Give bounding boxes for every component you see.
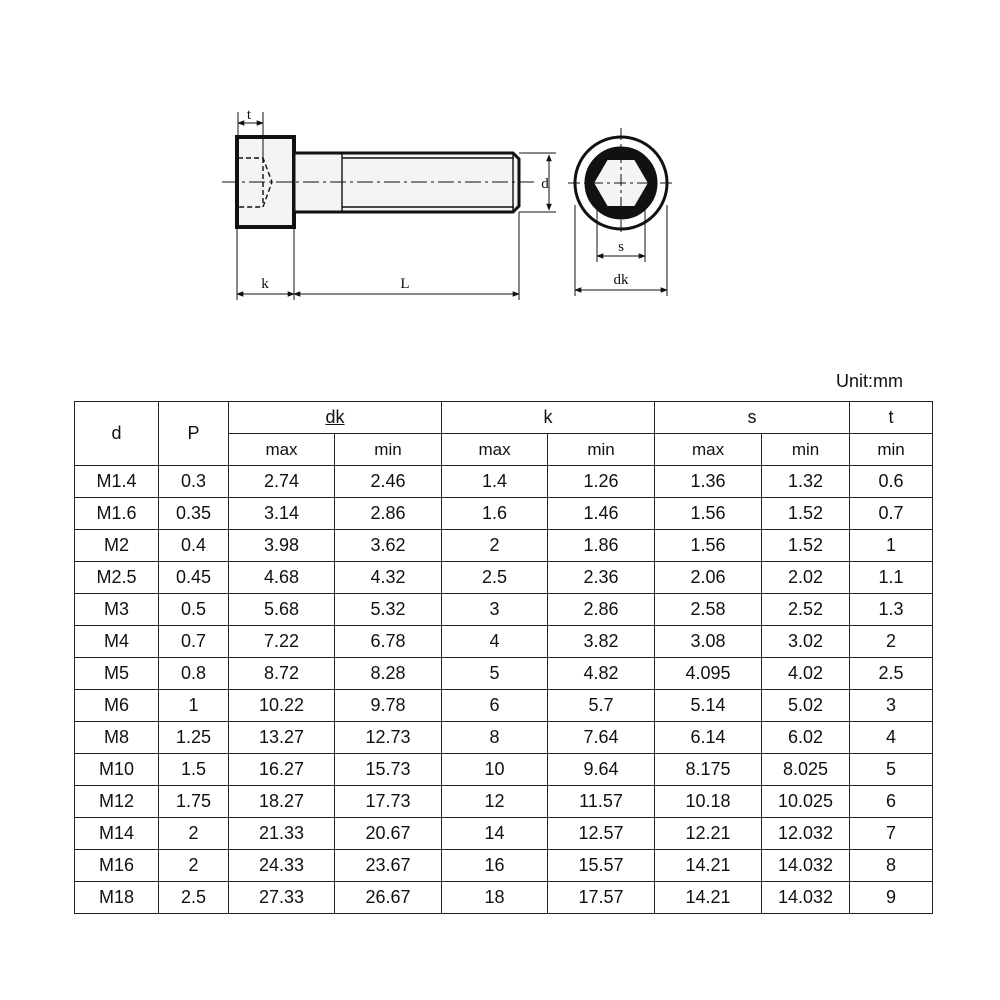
screw-dimension-table — [74, 401, 933, 914]
cell-P: 0.45 — [159, 562, 229, 594]
cell-d: M1.4 — [75, 466, 159, 498]
cell-s-min: 1.32 — [762, 466, 850, 498]
cell-dk-min: 2.46 — [335, 466, 442, 498]
cell-dk-max: 4.68 — [229, 562, 335, 594]
header-dk — [229, 402, 442, 434]
table-row — [75, 658, 933, 690]
cell-k-max: 18 — [442, 882, 548, 914]
cell-P: 0.3 — [159, 466, 229, 498]
cell-s-min: 5.02 — [762, 690, 850, 722]
cell-d: M16 — [75, 850, 159, 882]
cell-k-max: 5 — [442, 658, 548, 690]
table-row — [75, 562, 933, 594]
cell-k-min: 3.82 — [548, 626, 655, 658]
dimension-label-t: t — [246, 107, 252, 123]
cell-t-min: 1 — [850, 530, 933, 562]
cell-dk-max: 3.14 — [229, 498, 335, 530]
cell-P: 0.35 — [159, 498, 229, 530]
cell-d: M2 — [75, 530, 159, 562]
table-row — [75, 722, 933, 754]
cell-dk-max: 8.72 — [229, 658, 335, 690]
screw-end-view — [568, 128, 674, 236]
subheader-dk-max: max — [229, 434, 335, 466]
dimension-label-d: d — [541, 176, 549, 192]
cell-t-min: 5 — [850, 754, 933, 786]
table-row — [75, 498, 933, 530]
cell-dk-min: 3.62 — [335, 530, 442, 562]
cell-dk-max: 21.33 — [229, 818, 335, 850]
cell-P: 1.25 — [159, 722, 229, 754]
cell-dk-max: 13.27 — [229, 722, 335, 754]
cell-k-min: 4.82 — [548, 658, 655, 690]
cell-dk-min: 6.78 — [335, 626, 442, 658]
header-P: P — [159, 402, 229, 466]
table-row — [75, 466, 933, 498]
table-header — [75, 402, 933, 466]
cell-s-max: 12.21 — [655, 818, 762, 850]
cell-s-min: 2.02 — [762, 562, 850, 594]
cell-dk-max: 2.74 — [229, 466, 335, 498]
cell-t-min: 1.1 — [850, 562, 933, 594]
cell-d: M2.5 — [75, 562, 159, 594]
cell-P: 2 — [159, 850, 229, 882]
cell-t-min: 1.3 — [850, 594, 933, 626]
cell-k-max: 3 — [442, 594, 548, 626]
cell-dk-max: 7.22 — [229, 626, 335, 658]
subheader-s-max: max — [655, 434, 762, 466]
cell-P: 2 — [159, 818, 229, 850]
cell-t-min: 8 — [850, 850, 933, 882]
cell-k-max: 12 — [442, 786, 548, 818]
table-row — [75, 786, 933, 818]
cell-P: 1.75 — [159, 786, 229, 818]
cell-t-min: 7 — [850, 818, 933, 850]
dimension-label-k: k — [261, 276, 269, 292]
cell-t-min: 0.6 — [850, 466, 933, 498]
cell-k-max: 1.4 — [442, 466, 548, 498]
header-d: d — [75, 402, 159, 466]
cell-s-min: 14.032 — [762, 850, 850, 882]
cell-s-min: 6.02 — [762, 722, 850, 754]
cell-k-max: 2 — [442, 530, 548, 562]
subheader-k-max: max — [442, 434, 548, 466]
cell-t-min: 2 — [850, 626, 933, 658]
cell-s-max: 1.56 — [655, 498, 762, 530]
cell-dk-min: 8.28 — [335, 658, 442, 690]
cell-s-min: 4.02 — [762, 658, 850, 690]
cell-d: M10 — [75, 754, 159, 786]
cell-k-max: 6 — [442, 690, 548, 722]
cell-d: M18 — [75, 882, 159, 914]
table-row — [75, 626, 933, 658]
table-row — [75, 882, 933, 914]
unit-label: Unit:mm — [836, 371, 903, 391]
cell-k-min: 17.57 — [548, 882, 655, 914]
cell-d: M1.6 — [75, 498, 159, 530]
cell-s-min: 1.52 — [762, 530, 850, 562]
cell-s-min: 3.02 — [762, 626, 850, 658]
cell-k-min: 1.46 — [548, 498, 655, 530]
cell-t-min: 0.7 — [850, 498, 933, 530]
table-row — [75, 690, 933, 722]
cell-d: M3 — [75, 594, 159, 626]
table-row — [75, 818, 933, 850]
cell-d: M8 — [75, 722, 159, 754]
cell-s-min: 1.52 — [762, 498, 850, 530]
cell-dk-max: 16.27 — [229, 754, 335, 786]
cell-dk-max: 24.33 — [229, 850, 335, 882]
cell-t-min: 3 — [850, 690, 933, 722]
cell-dk-min: 2.86 — [335, 498, 442, 530]
subheader-t-min: min — [850, 434, 933, 466]
cell-k-min: 2.86 — [548, 594, 655, 626]
cell-P: 0.8 — [159, 658, 229, 690]
subheader-k-min: min — [548, 434, 655, 466]
cell-s-min: 8.025 — [762, 754, 850, 786]
cell-k-min: 12.57 — [548, 818, 655, 850]
cell-dk-max: 3.98 — [229, 530, 335, 562]
cell-s-min: 12.032 — [762, 818, 850, 850]
cell-dk-min: 12.73 — [335, 722, 442, 754]
cell-k-max: 4 — [442, 626, 548, 658]
cell-d: M4 — [75, 626, 159, 658]
cell-dk-min: 20.67 — [335, 818, 442, 850]
cell-k-min: 1.26 — [548, 466, 655, 498]
cell-k-min: 11.57 — [548, 786, 655, 818]
header-k: k — [442, 402, 655, 434]
cell-d: M14 — [75, 818, 159, 850]
cell-dk-min: 15.73 — [335, 754, 442, 786]
cell-s-max: 4.095 — [655, 658, 762, 690]
cell-d: M12 — [75, 786, 159, 818]
cell-s-max: 5.14 — [655, 690, 762, 722]
cell-dk-min: 5.32 — [335, 594, 442, 626]
header-s: s — [655, 402, 850, 434]
cell-s-max: 1.56 — [655, 530, 762, 562]
cell-k-min: 2.36 — [548, 562, 655, 594]
cell-P: 0.5 — [159, 594, 229, 626]
cell-k-max: 1.6 — [442, 498, 548, 530]
cell-s-max: 14.21 — [655, 882, 762, 914]
cell-dk-max: 27.33 — [229, 882, 335, 914]
cell-dk-min: 23.67 — [335, 850, 442, 882]
cell-s-max: 8.175 — [655, 754, 762, 786]
cell-k-max: 10 — [442, 754, 548, 786]
cell-k-min: 9.64 — [548, 754, 655, 786]
cell-s-max: 2.58 — [655, 594, 762, 626]
table-row — [75, 754, 933, 786]
table-body — [75, 466, 933, 914]
cell-dk-min: 4.32 — [335, 562, 442, 594]
cell-s-max: 6.14 — [655, 722, 762, 754]
cell-P: 1.5 — [159, 754, 229, 786]
cell-k-max: 14 — [442, 818, 548, 850]
cell-d: M5 — [75, 658, 159, 690]
cell-dk-max: 18.27 — [229, 786, 335, 818]
screw-side-view — [222, 137, 534, 227]
cell-k-min: 5.7 — [548, 690, 655, 722]
cell-P: 2.5 — [159, 882, 229, 914]
cell-k-max: 2.5 — [442, 562, 548, 594]
cell-dk-max: 10.22 — [229, 690, 335, 722]
cell-t-min: 9 — [850, 882, 933, 914]
cell-s-min: 10.025 — [762, 786, 850, 818]
cell-s-min: 14.032 — [762, 882, 850, 914]
cell-k-min: 7.64 — [548, 722, 655, 754]
cell-k-max: 16 — [442, 850, 548, 882]
cell-s-max: 3.08 — [655, 626, 762, 658]
cell-s-max: 2.06 — [655, 562, 762, 594]
subheader-s-min: min — [762, 434, 850, 466]
cell-t-min: 4 — [850, 722, 933, 754]
table-row — [75, 850, 933, 882]
cell-s-max: 1.36 — [655, 466, 762, 498]
cell-dk-min: 9.78 — [335, 690, 442, 722]
dimension-label-dk: dk — [613, 272, 629, 288]
screw-technical-drawing — [0, 0, 1000, 330]
table-row — [75, 530, 933, 562]
cell-P: 0.4 — [159, 530, 229, 562]
cell-dk-max: 5.68 — [229, 594, 335, 626]
cell-dk-min: 26.67 — [335, 882, 442, 914]
cell-s-min: 2.52 — [762, 594, 850, 626]
dimension-label-L: L — [400, 276, 410, 292]
cell-t-min: 6 — [850, 786, 933, 818]
cell-P: 0.7 — [159, 626, 229, 658]
cell-s-max: 10.18 — [655, 786, 762, 818]
subheader-dk-min: min — [335, 434, 442, 466]
table-row — [75, 594, 933, 626]
cell-s-max: 14.21 — [655, 850, 762, 882]
header-dk-label: dk — [325, 407, 345, 427]
cell-d: M6 — [75, 690, 159, 722]
dimension-label-s: s — [618, 239, 624, 255]
cell-t-min: 2.5 — [850, 658, 933, 690]
cell-k-min: 15.57 — [548, 850, 655, 882]
cell-dk-min: 17.73 — [335, 786, 442, 818]
cell-P: 1 — [159, 690, 229, 722]
cell-k-max: 8 — [442, 722, 548, 754]
cell-k-min: 1.86 — [548, 530, 655, 562]
header-t: t — [850, 402, 933, 434]
